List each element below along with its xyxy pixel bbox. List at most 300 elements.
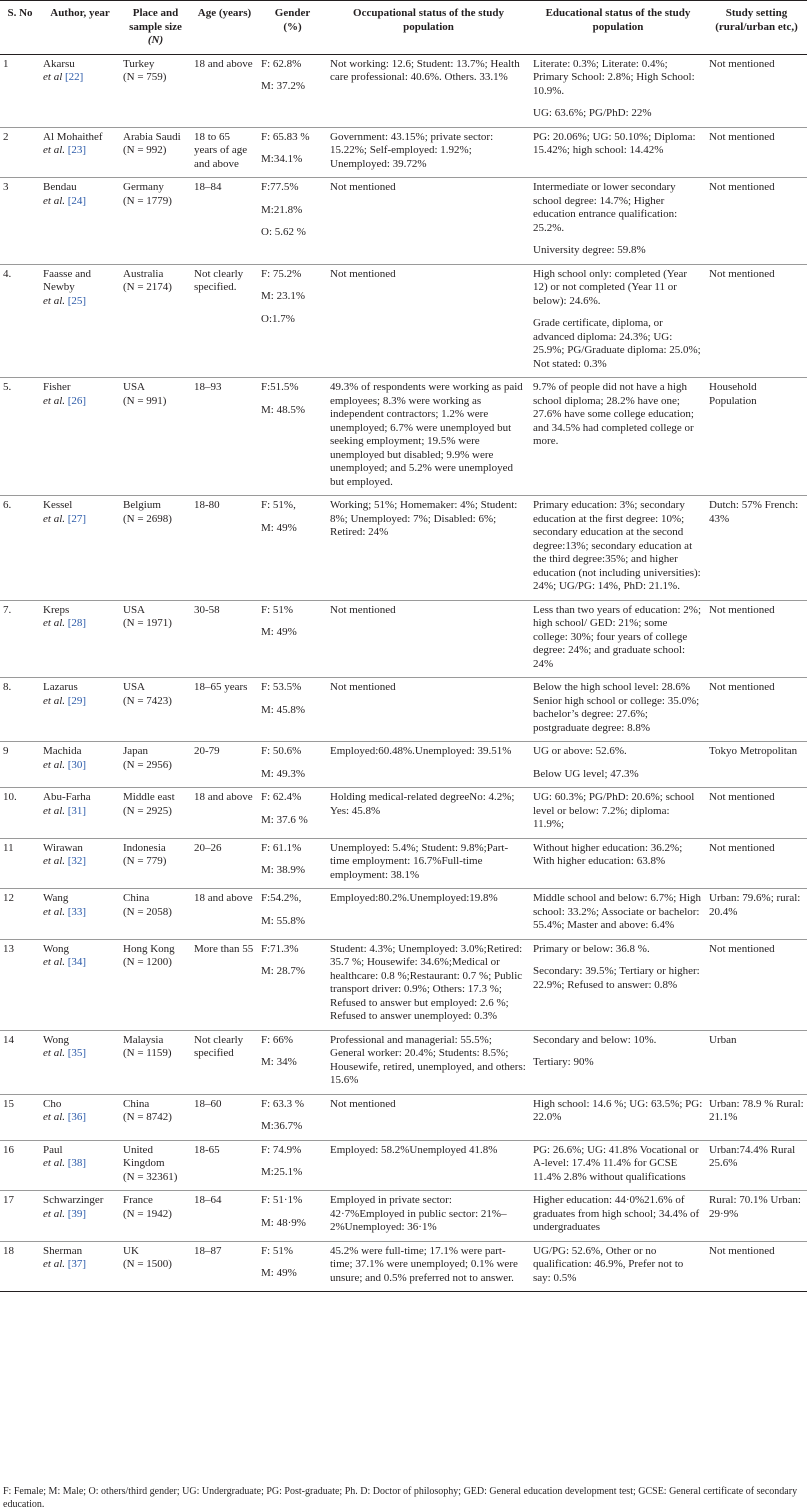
cell-sno: 11: [0, 838, 40, 889]
education-text: Below UG level; 47.3%: [533, 767, 639, 780]
cell-education: [530, 939, 706, 1030]
place-name: Turkey: [123, 57, 155, 70]
table-body: [0, 54, 807, 1292]
cell-gender: [258, 1140, 327, 1191]
place-name: Arabia Saudi: [123, 130, 181, 143]
place-name: United Kingdom: [123, 1143, 165, 1169]
table-row: [0, 600, 807, 678]
reference-link[interactable]: [32]: [67, 855, 87, 867]
table-row: [0, 742, 807, 788]
table-row: [0, 838, 807, 889]
occupation-text: Employed:80.2%.Unemployed:19.8%: [330, 892, 498, 904]
author-name: Fisher: [43, 381, 71, 393]
reference-link[interactable]: [36]: [67, 1111, 87, 1123]
cell-author: [40, 378, 120, 496]
author-name: Kessel: [43, 499, 73, 511]
education-text: Secondary and below: 10%.: [533, 1033, 657, 1046]
reference-link[interactable]: [25]: [67, 294, 87, 307]
cell-education: [530, 54, 706, 127]
cell-occupation: [327, 378, 530, 496]
reference-link[interactable]: [28]: [67, 617, 87, 629]
place-name: China: [123, 1097, 150, 1110]
cell-occupation: [327, 264, 530, 378]
cell-setting: Urban:74.4% Rural 25.6%: [706, 1140, 807, 1191]
cell-sno: 6.: [0, 496, 40, 601]
header-gender-line1: Gender: [274, 7, 311, 19]
gender-value: M: 49.3%: [261, 767, 305, 780]
cell-author: [40, 1094, 120, 1140]
reference-link[interactable]: [37]: [67, 1258, 87, 1270]
sample-size: (N = 1159): [123, 1047, 172, 1059]
gender-value: M: 38.9%: [261, 864, 305, 876]
author-name: Faasse and Newby: [43, 267, 91, 293]
author-etal: et al.: [43, 956, 65, 968]
cell-education: [530, 600, 706, 678]
cell-gender: [258, 788, 327, 839]
place-name: Australia: [123, 267, 164, 280]
cell-education: [530, 496, 706, 601]
author-etal: et al.: [43, 194, 65, 207]
cell-place: [120, 838, 191, 889]
education-text: Higher education: 44·0%21.6% of graduates from high school; 34.4% of undergraduates: [533, 1194, 700, 1233]
gender-value: M: 49%: [261, 1267, 297, 1279]
author-etal: et al: [43, 71, 63, 83]
cell-education: [530, 1140, 706, 1191]
gender-value: F:51.5%: [261, 381, 299, 393]
gender-value: M:25.1%: [261, 1166, 303, 1178]
gender-value: F: 50.6%: [261, 745, 302, 757]
occupation-text: Employed: 58.2%Unemployed 41.8%: [330, 1143, 498, 1156]
gender-value: O:1.7%: [261, 312, 295, 325]
cell-author: [40, 178, 120, 265]
header-row: [0, 1, 807, 55]
gender-value: O: 5.62 %: [261, 226, 306, 238]
occupation-text: Not mentioned: [330, 1097, 396, 1110]
cell-gender: [258, 127, 327, 178]
author-name: Abu-Farha: [43, 791, 91, 803]
gender-value: F: 66%: [261, 1033, 294, 1046]
reference-link[interactable]: [30]: [67, 758, 87, 771]
gender-value: M:34.1%: [261, 153, 303, 165]
cell-occupation: [327, 742, 530, 788]
author-name: Wong: [43, 942, 70, 955]
gender-value: F: 51%: [261, 603, 294, 616]
education-text: Middle school and below: 6.7%; High school: 33.2%; Associate or bachelor: 55.4%; Master and above: 6.4%: [533, 892, 702, 931]
place-name: Hong Kong: [123, 942, 175, 955]
cell-author: [40, 600, 120, 678]
cell-setting: Not mentioned: [706, 838, 807, 889]
gender-value: F:54.2%,: [261, 892, 302, 904]
place-name: France: [123, 1194, 153, 1206]
cell-occupation: [327, 54, 530, 127]
cell-occupation: [327, 838, 530, 889]
cell-age: 18–84: [191, 178, 258, 265]
cell-occupation: [327, 939, 530, 1030]
reference-link[interactable]: [26]: [67, 394, 87, 407]
author-etal: et al.: [43, 1111, 65, 1123]
gender-value: F: 51%: [261, 1244, 294, 1257]
header-gender: [258, 1, 327, 55]
cell-age: 20–26: [191, 838, 258, 889]
education-text: Primary education: 3%; secondary education at the first degree: 10%; secondary education at the second degree:13%; secondary education at the third degree:35%; and higher education (not including universities): 24%; UG/PG: 14%, PhD: 21.1%.: [533, 499, 701, 592]
gender-value: F: 53.5%: [261, 681, 302, 693]
cell-age: 18 and above: [191, 54, 258, 127]
author-etal: et al.: [43, 1047, 65, 1059]
education-text: UG/PG: 52.6%, Other or no qualification: 46.9%, Prefer not to say: 0.5%: [533, 1244, 684, 1284]
table-row: [0, 496, 807, 601]
gender-value: M: 28.7%: [261, 965, 305, 977]
cell-place: [120, 496, 191, 601]
cell-setting: Tokyo Metropolitan: [706, 742, 807, 788]
reference-link[interactable]: [22]: [65, 71, 84, 83]
reference-link[interactable]: [33]: [67, 905, 87, 918]
cell-gender: [258, 600, 327, 678]
cell-gender: [258, 178, 327, 265]
cell-author: [40, 54, 120, 127]
cell-author: [40, 838, 120, 889]
cell-education: [530, 742, 706, 788]
cell-education: [530, 889, 706, 940]
cell-age: 18–60: [191, 1094, 258, 1140]
cell-gender: [258, 378, 327, 496]
cell-gender: [258, 742, 327, 788]
sample-size: (N = 2956): [123, 758, 172, 771]
reference-link[interactable]: [29]: [67, 694, 87, 707]
place-name: Germany: [123, 181, 164, 193]
table-row: [0, 1030, 807, 1094]
cell-place: [120, 378, 191, 496]
cell-occupation: [327, 889, 530, 940]
gender-value: M: 48.5%: [261, 403, 305, 416]
education-text: UG: 60.3%; PG/PhD: 20.6%; school level or below: 7.2%; diploma: 11.9%;: [533, 791, 695, 830]
author-name: Machida: [43, 745, 82, 757]
cell-education: [530, 1191, 706, 1242]
sample-size: (N = 1971): [123, 617, 172, 629]
reference-link[interactable]: [39]: [67, 1207, 87, 1220]
cell-place: [120, 939, 191, 1030]
cell-sno: 9: [0, 742, 40, 788]
occupation-text: 45.2% were full-time; 17.1% were part-time; 37.1% were unemployed; 0.1% were unsure; and 0.5% preferred not to answer.: [330, 1244, 518, 1284]
cell-occupation: [327, 1030, 530, 1094]
header-setting: Study setting (rural/urban etc,): [706, 1, 807, 55]
education-text: UG or above: 52.6%.: [533, 745, 627, 757]
sample-size: (N = 7423): [123, 694, 172, 707]
cell-education: [530, 1030, 706, 1094]
place-name: Indonesia: [123, 841, 166, 854]
cell-gender: [258, 1030, 327, 1094]
cell-setting: Not mentioned: [706, 600, 807, 678]
cell-author: [40, 939, 120, 1030]
occupation-text: Employed in private sector: 42·7%Employed in public sector: 21%–2%Unemployed: 36·1%: [330, 1194, 507, 1233]
education-text: Below the high school level: 28.6% Senior high school or college: 35.0%; bachelor’s degree: 27.6%; postgraduate degree: 8.8%: [533, 681, 700, 734]
cell-education: [530, 838, 706, 889]
gender-value: F: 51·1%: [261, 1194, 303, 1206]
author-etal: et al.: [43, 1157, 65, 1169]
author-etal: et al.: [43, 1258, 65, 1270]
cell-education: [530, 178, 706, 265]
reference-link[interactable]: [23]: [67, 144, 87, 156]
author-name: Kreps: [43, 603, 70, 616]
cell-author: [40, 1191, 120, 1242]
occupation-text: Employed:60.48%.Unemployed: 39.51%: [330, 745, 512, 757]
sample-size: (N = 779): [123, 855, 167, 867]
sample-size: (N = 1779): [123, 194, 172, 207]
cell-sno: 5.: [0, 378, 40, 496]
cell-sno: 1: [0, 54, 40, 127]
place-name: Belgium: [123, 499, 161, 511]
cell-education: [530, 788, 706, 839]
cell-setting: Urban: 79.6%; rural: 20.4%: [706, 889, 807, 940]
place-name: China: [123, 892, 150, 904]
cell-gender: [258, 678, 327, 742]
cell-place: [120, 54, 191, 127]
cell-age: 20-79: [191, 742, 258, 788]
author-etal: et al.: [43, 855, 65, 867]
cell-sno: 13: [0, 939, 40, 1030]
education-text: Tertiary: 90%: [533, 1056, 594, 1068]
cell-author: [40, 788, 120, 839]
cell-place: [120, 1241, 191, 1292]
cell-age: Not clearly specified: [191, 1030, 258, 1094]
author-etal: et al.: [43, 144, 65, 156]
author-name: Akarsu: [43, 57, 75, 70]
place-name: Middle east: [123, 791, 175, 803]
author-etal: et al.: [43, 294, 65, 307]
header-place: [120, 1, 191, 55]
table-row: [0, 1094, 807, 1140]
sample-size: (N = 2174): [123, 281, 172, 293]
author-etal: et al.: [43, 804, 65, 817]
cell-sno: 10.: [0, 788, 40, 839]
education-text: High school: 14.6 %; UG: 63.5%; PG: 22.0%: [533, 1097, 703, 1123]
gender-value: M: 49%: [261, 626, 297, 638]
cell-sno: 2: [0, 127, 40, 178]
reference-link[interactable]: [24]: [67, 194, 87, 207]
table-row: [0, 378, 807, 496]
cell-occupation: [327, 496, 530, 601]
author-etal: et al.: [43, 512, 65, 525]
cell-author: [40, 1241, 120, 1292]
author-name: Schwarzinger: [43, 1194, 104, 1206]
occupation-text: Working; 51%; Homemaker: 4%; Student: 8%; Unemployed: 7%; Disabled: 6%; Retired: 24%: [330, 499, 518, 538]
cell-place: [120, 1030, 191, 1094]
cell-author: [40, 742, 120, 788]
author-name: Wong: [43, 1033, 70, 1046]
cell-occupation: [327, 127, 530, 178]
author-name: Al Mohaithef: [43, 130, 103, 143]
cell-sno: 14: [0, 1030, 40, 1094]
table-row: [0, 54, 807, 127]
reference-link[interactable]: [27]: [67, 512, 87, 525]
author-name: Sherman: [43, 1244, 83, 1257]
author-etal: et al.: [43, 758, 65, 771]
occupation-text: Not mentioned: [330, 603, 396, 616]
place-name: Japan: [123, 745, 149, 757]
cell-age: 18 and above: [191, 889, 258, 940]
occupation-text: Unemployed: 5.4%; Student: 9.8%;Part-time employment: 16.7%Full-time employment: 38.1%: [330, 841, 509, 881]
sample-size: (N = 1942): [123, 1207, 172, 1220]
education-text: Intermediate or lower secondary school degree: 14.7%; Higher education entrance qualification: 25.2%.: [533, 181, 678, 234]
author-etal: et al.: [43, 905, 65, 918]
table-row: [0, 264, 807, 378]
cell-place: [120, 1140, 191, 1191]
cell-setting: Not mentioned: [706, 678, 807, 742]
table-footnote: F: Female; M: Male; O: others/third gender; UG: Undergraduate; PG: Post-graduate; Ph. D: Doctor of philosophy; GED: General education development test; GCSE: General certificate of secondary education.: [3, 1486, 798, 1510]
cell-author: [40, 678, 120, 742]
author-etal: et al.: [43, 1207, 65, 1220]
place-name: USA: [123, 681, 146, 693]
place-name: USA: [123, 381, 146, 393]
header-gender-line2: (%): [283, 20, 302, 33]
occupation-text: Student: 4.3%; Unemployed: 3.0%;Retired: 35.7 %; Housewife: 34.6%;Medical or healthcare: 0.8 %;Restaurant: 0.7 %; Public transport driver: 0.9%; Others: 17.3 %; Refused to answer but employed: 2.6 %; Refused to answer unemployed: 0.3%: [330, 942, 523, 1022]
cell-setting: Rural: 70.1% Urban: 29·9%: [706, 1191, 807, 1242]
cell-education: [530, 264, 706, 378]
gender-value: F: 51%,: [261, 499, 296, 511]
reference-link[interactable]: [34]: [67, 956, 87, 968]
occupation-text: Not mentioned: [330, 267, 396, 280]
cell-sno: 7.: [0, 600, 40, 678]
cell-occupation: [327, 178, 530, 265]
cell-author: [40, 496, 120, 601]
cell-sno: 18: [0, 1241, 40, 1292]
header-education: Educational status of the study population: [530, 1, 706, 55]
reference-link[interactable]: [31]: [67, 804, 87, 817]
cell-setting: Dutch: 57% French: 43%: [706, 496, 807, 601]
sample-size: (N = 32361): [123, 1170, 178, 1183]
cell-sno: 12: [0, 889, 40, 940]
cell-gender: [258, 838, 327, 889]
cell-setting: Not mentioned: [706, 127, 807, 178]
education-text: PG: 20.06%; UG: 50.10%; Diploma: 15.42%; high school: 14.42%: [533, 130, 696, 156]
cell-sno: 15: [0, 1094, 40, 1140]
reference-link[interactable]: [38]: [67, 1157, 87, 1169]
cell-place: [120, 889, 191, 940]
gender-value: M: 37.6 %: [261, 813, 308, 826]
table-row: [0, 678, 807, 742]
cell-setting: Not mentioned: [706, 178, 807, 265]
table-row: [0, 178, 807, 265]
gender-value: F:71.3%: [261, 942, 299, 955]
cell-sno: 16: [0, 1140, 40, 1191]
cell-gender: [258, 1241, 327, 1292]
author-name: Cho: [43, 1097, 62, 1110]
cell-occupation: [327, 1140, 530, 1191]
gender-value: M: 34%: [261, 1056, 297, 1068]
sample-size: (N = 759): [123, 71, 167, 83]
author-name: Wang: [43, 892, 69, 904]
cell-place: [120, 127, 191, 178]
cell-setting: Not mentioned: [706, 264, 807, 378]
reference-link[interactable]: [35]: [67, 1047, 87, 1059]
gender-value: M:36.7%: [261, 1120, 303, 1132]
author-name: Wirawan: [43, 841, 83, 854]
table-row: [0, 889, 807, 940]
cell-setting: Urban: [706, 1030, 807, 1094]
gender-value: M: 23.1%: [261, 290, 305, 302]
cell-age: More than 55: [191, 939, 258, 1030]
sample-size: (N = 1500): [123, 1258, 172, 1270]
gender-value: M:21.8%: [261, 203, 303, 216]
gender-value: F: 62.4%: [261, 791, 302, 803]
education-text: Primary or below: 36.8 %.: [533, 942, 650, 955]
cell-gender: [258, 54, 327, 127]
cell-education: [530, 1241, 706, 1292]
cell-gender: [258, 889, 327, 940]
cell-age: Not clearly specified.: [191, 264, 258, 378]
occupation-text: 49.3% of respondents were working as paid employees; 8.3% were working as independent contractors; 1.2% were unemployed; 6.7% were unemployed but seeking employment; 19.5% were unemployed but disabled; 9.9% were unemployed; and 5.2% were unemployed but employed.: [330, 381, 523, 488]
gender-value: M: 37.2%: [261, 80, 305, 92]
cell-gender: [258, 1191, 327, 1242]
education-text: Less than two years of education: 2%; high school/ GED: 21%; some college: 30%; four years of college degree: 24%; and graduate school: 24%: [533, 603, 702, 670]
table-row: [0, 127, 807, 178]
occupation-text: Government: 43.15%; private sector: 15.22%; Self-employed: 1.92%; Unemployed: 39.72%: [330, 130, 494, 170]
cell-occupation: [327, 788, 530, 839]
education-text: Grade certificate, diploma, or advanced diploma: 24.3%; UG: 25.9%; PG/Graduate diploma: 25.0%; Not stated: 0.3%: [533, 317, 701, 370]
cell-age: 18–64: [191, 1191, 258, 1242]
cell-education: [530, 127, 706, 178]
cell-occupation: [327, 600, 530, 678]
sample-size: (N = 992): [123, 144, 167, 156]
cell-place: [120, 264, 191, 378]
gender-value: M: 48·9%: [261, 1216, 306, 1229]
gender-value: F:77.5%: [261, 181, 299, 193]
gender-value: F: 65.83 %: [261, 130, 310, 143]
header-occupation: Occupational status of the study population: [327, 1, 530, 55]
cell-age: 18 and above: [191, 788, 258, 839]
education-text: Literate: 0.3%; Literate: 0.4%; Primary School: 2.8%; High School: 10.9%.: [533, 57, 695, 97]
sample-size: (N = 2698): [123, 512, 172, 525]
cell-author: [40, 1140, 120, 1191]
cell-education: [530, 378, 706, 496]
gender-value: M: 55.8%: [261, 914, 305, 927]
table-row: [0, 1241, 807, 1292]
education-text: University degree: 59.8%: [533, 244, 646, 256]
cell-author: [40, 264, 120, 378]
education-text: Secondary: 39.5%; Tertiary or higher: 22.9%; Refused to answer: 0.8%: [533, 965, 700, 991]
cell-author: [40, 889, 120, 940]
cell-place: [120, 1191, 191, 1242]
education-text: Without higher education: 36.2%; With higher education: 63.8%: [533, 841, 683, 867]
gender-value: F: 61.1%: [261, 841, 302, 854]
cell-place: [120, 600, 191, 678]
cell-age: 18 to 65 years of age and above: [191, 127, 258, 178]
cell-occupation: [327, 678, 530, 742]
cell-setting: Not mentioned: [706, 939, 807, 1030]
cell-age: 18–87: [191, 1241, 258, 1292]
cell-setting: Not mentioned: [706, 54, 807, 127]
cell-occupation: [327, 1094, 530, 1140]
cell-setting: Household Population: [706, 378, 807, 496]
sample-size: (N = 1200): [123, 956, 172, 968]
author-name: Bendau: [43, 181, 77, 193]
occupation-text: Not mentioned: [330, 181, 396, 193]
table-row: [0, 788, 807, 839]
gender-value: F: 63.3 %: [261, 1097, 305, 1110]
education-text: 9.7% of people did not have a high school diploma; 28.2% have one; 27.6% have some college education; and 34.5% had completed college or more.: [533, 381, 694, 447]
table-row: [0, 939, 807, 1030]
cell-gender: [258, 1094, 327, 1140]
header-place-line1: Place and: [132, 7, 179, 19]
cell-gender: [258, 496, 327, 601]
education-text: High school only: completed (Year 12) or not completed (Year 11 or below): 24.6%.: [533, 267, 688, 307]
occupation-text: Not mentioned: [330, 681, 396, 693]
place-name: UK: [123, 1244, 139, 1257]
table-row: [0, 1191, 807, 1242]
gender-value: F: 62.8%: [261, 57, 302, 70]
header-author: Author, year: [40, 1, 120, 55]
cell-setting: Urban: 78.9 % Rural: 21.1%: [706, 1094, 807, 1140]
cell-place: [120, 1094, 191, 1140]
